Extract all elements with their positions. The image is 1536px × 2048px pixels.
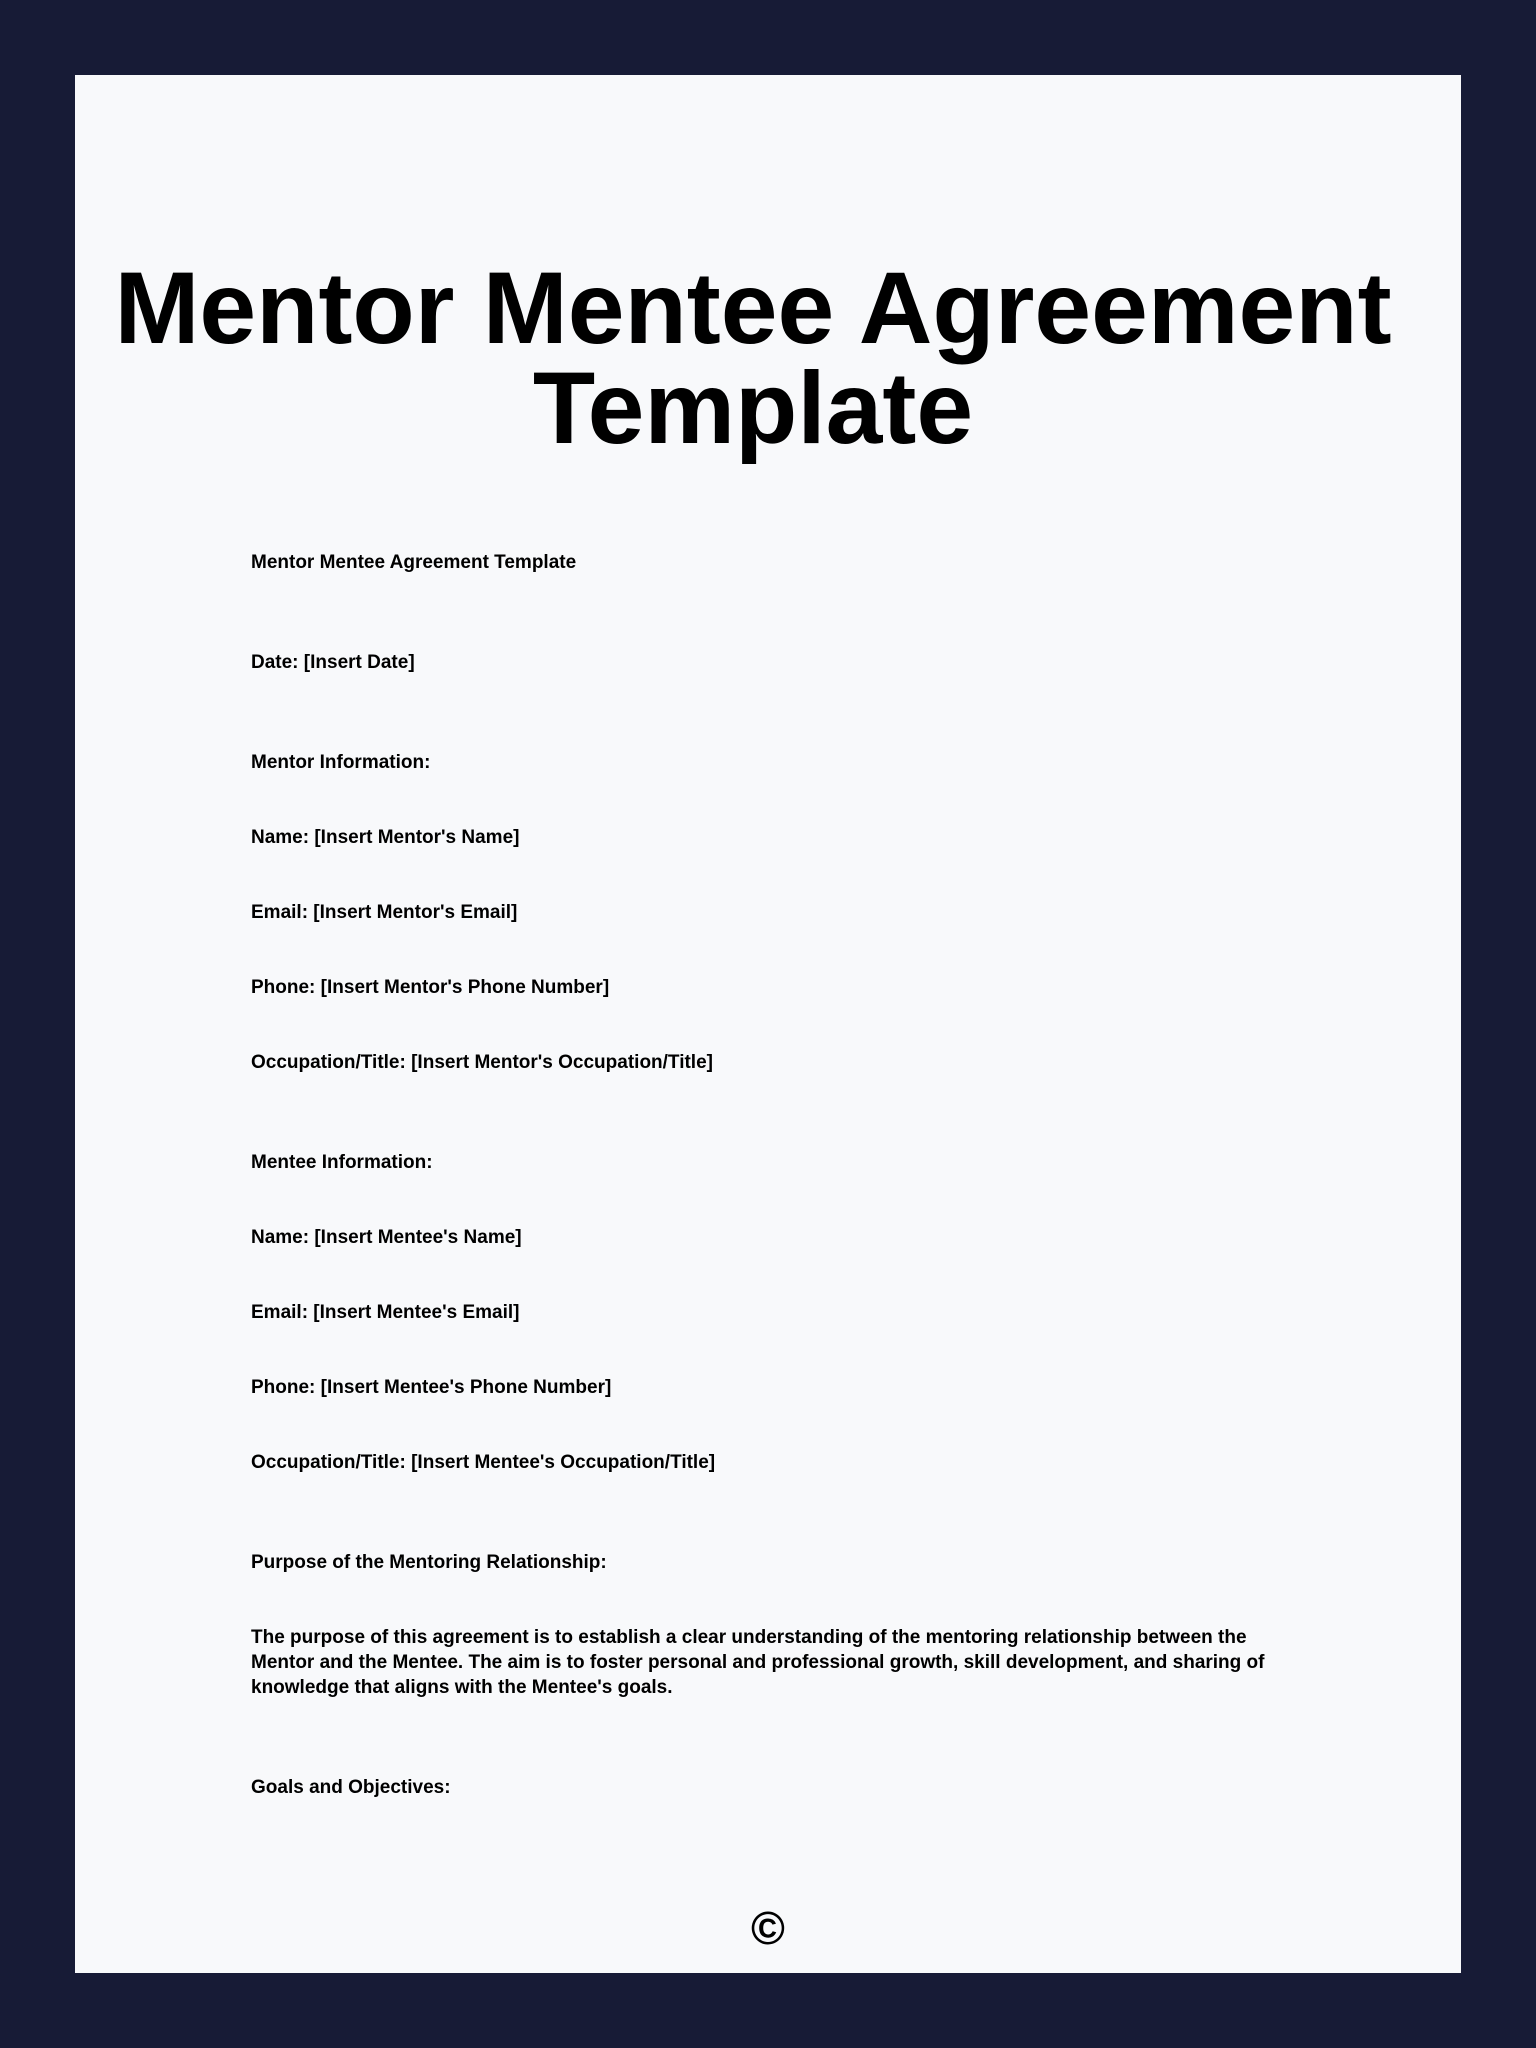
purpose-paragraph: The purpose of this agreement is to establish a clear understanding of the mentoring relationship between the Mentor and the Mentee. The aim is to foster personal and professional growth, skill development, and sharing of knowledge that aligns with the Mentee's goals. [251, 1627, 1270, 1698]
mentee-info-heading: Mentee Information: [251, 1152, 433, 1173]
document-title [75, 251, 1431, 465]
document-title-line-1: Mentor Mentee Agreement [114, 251, 1392, 365]
date-field: Date: [Insert Date] [251, 652, 415, 673]
mentor-phone-field: Phone: [Insert Mentor's Phone Number] [251, 977, 610, 998]
copyright-icon: © [751, 1902, 785, 1954]
mentee-name-field: Name: [Insert Mentee's Name] [251, 1227, 522, 1248]
mentor-name-field: Name: [Insert Mentor's Name] [251, 827, 520, 848]
document-heading: Mentor Mentee Agreement Template [251, 552, 577, 573]
document-body [251, 550, 1291, 1800]
goals-heading: Goals and Objectives: [251, 1777, 451, 1798]
mentor-info-heading: Mentor Information: [251, 752, 431, 773]
mentor-email-field: Email: [Insert Mentor's Email] [251, 902, 518, 923]
document-page [75, 75, 1461, 1973]
mentee-occupation-field: Occupation/Title: [Insert Mentee's Occupation/Title] [251, 1452, 716, 1473]
document-title-line-2: Template [532, 351, 974, 465]
purpose-heading: Purpose of the Mentoring Relationship: [251, 1552, 607, 1573]
mentee-phone-field: Phone: [Insert Mentee's Phone Number] [251, 1377, 612, 1398]
mentee-email-field: Email: [Insert Mentee's Email] [251, 1302, 520, 1323]
mentor-occupation-field: Occupation/Title: [Insert Mentor's Occupation/Title] [251, 1052, 713, 1073]
